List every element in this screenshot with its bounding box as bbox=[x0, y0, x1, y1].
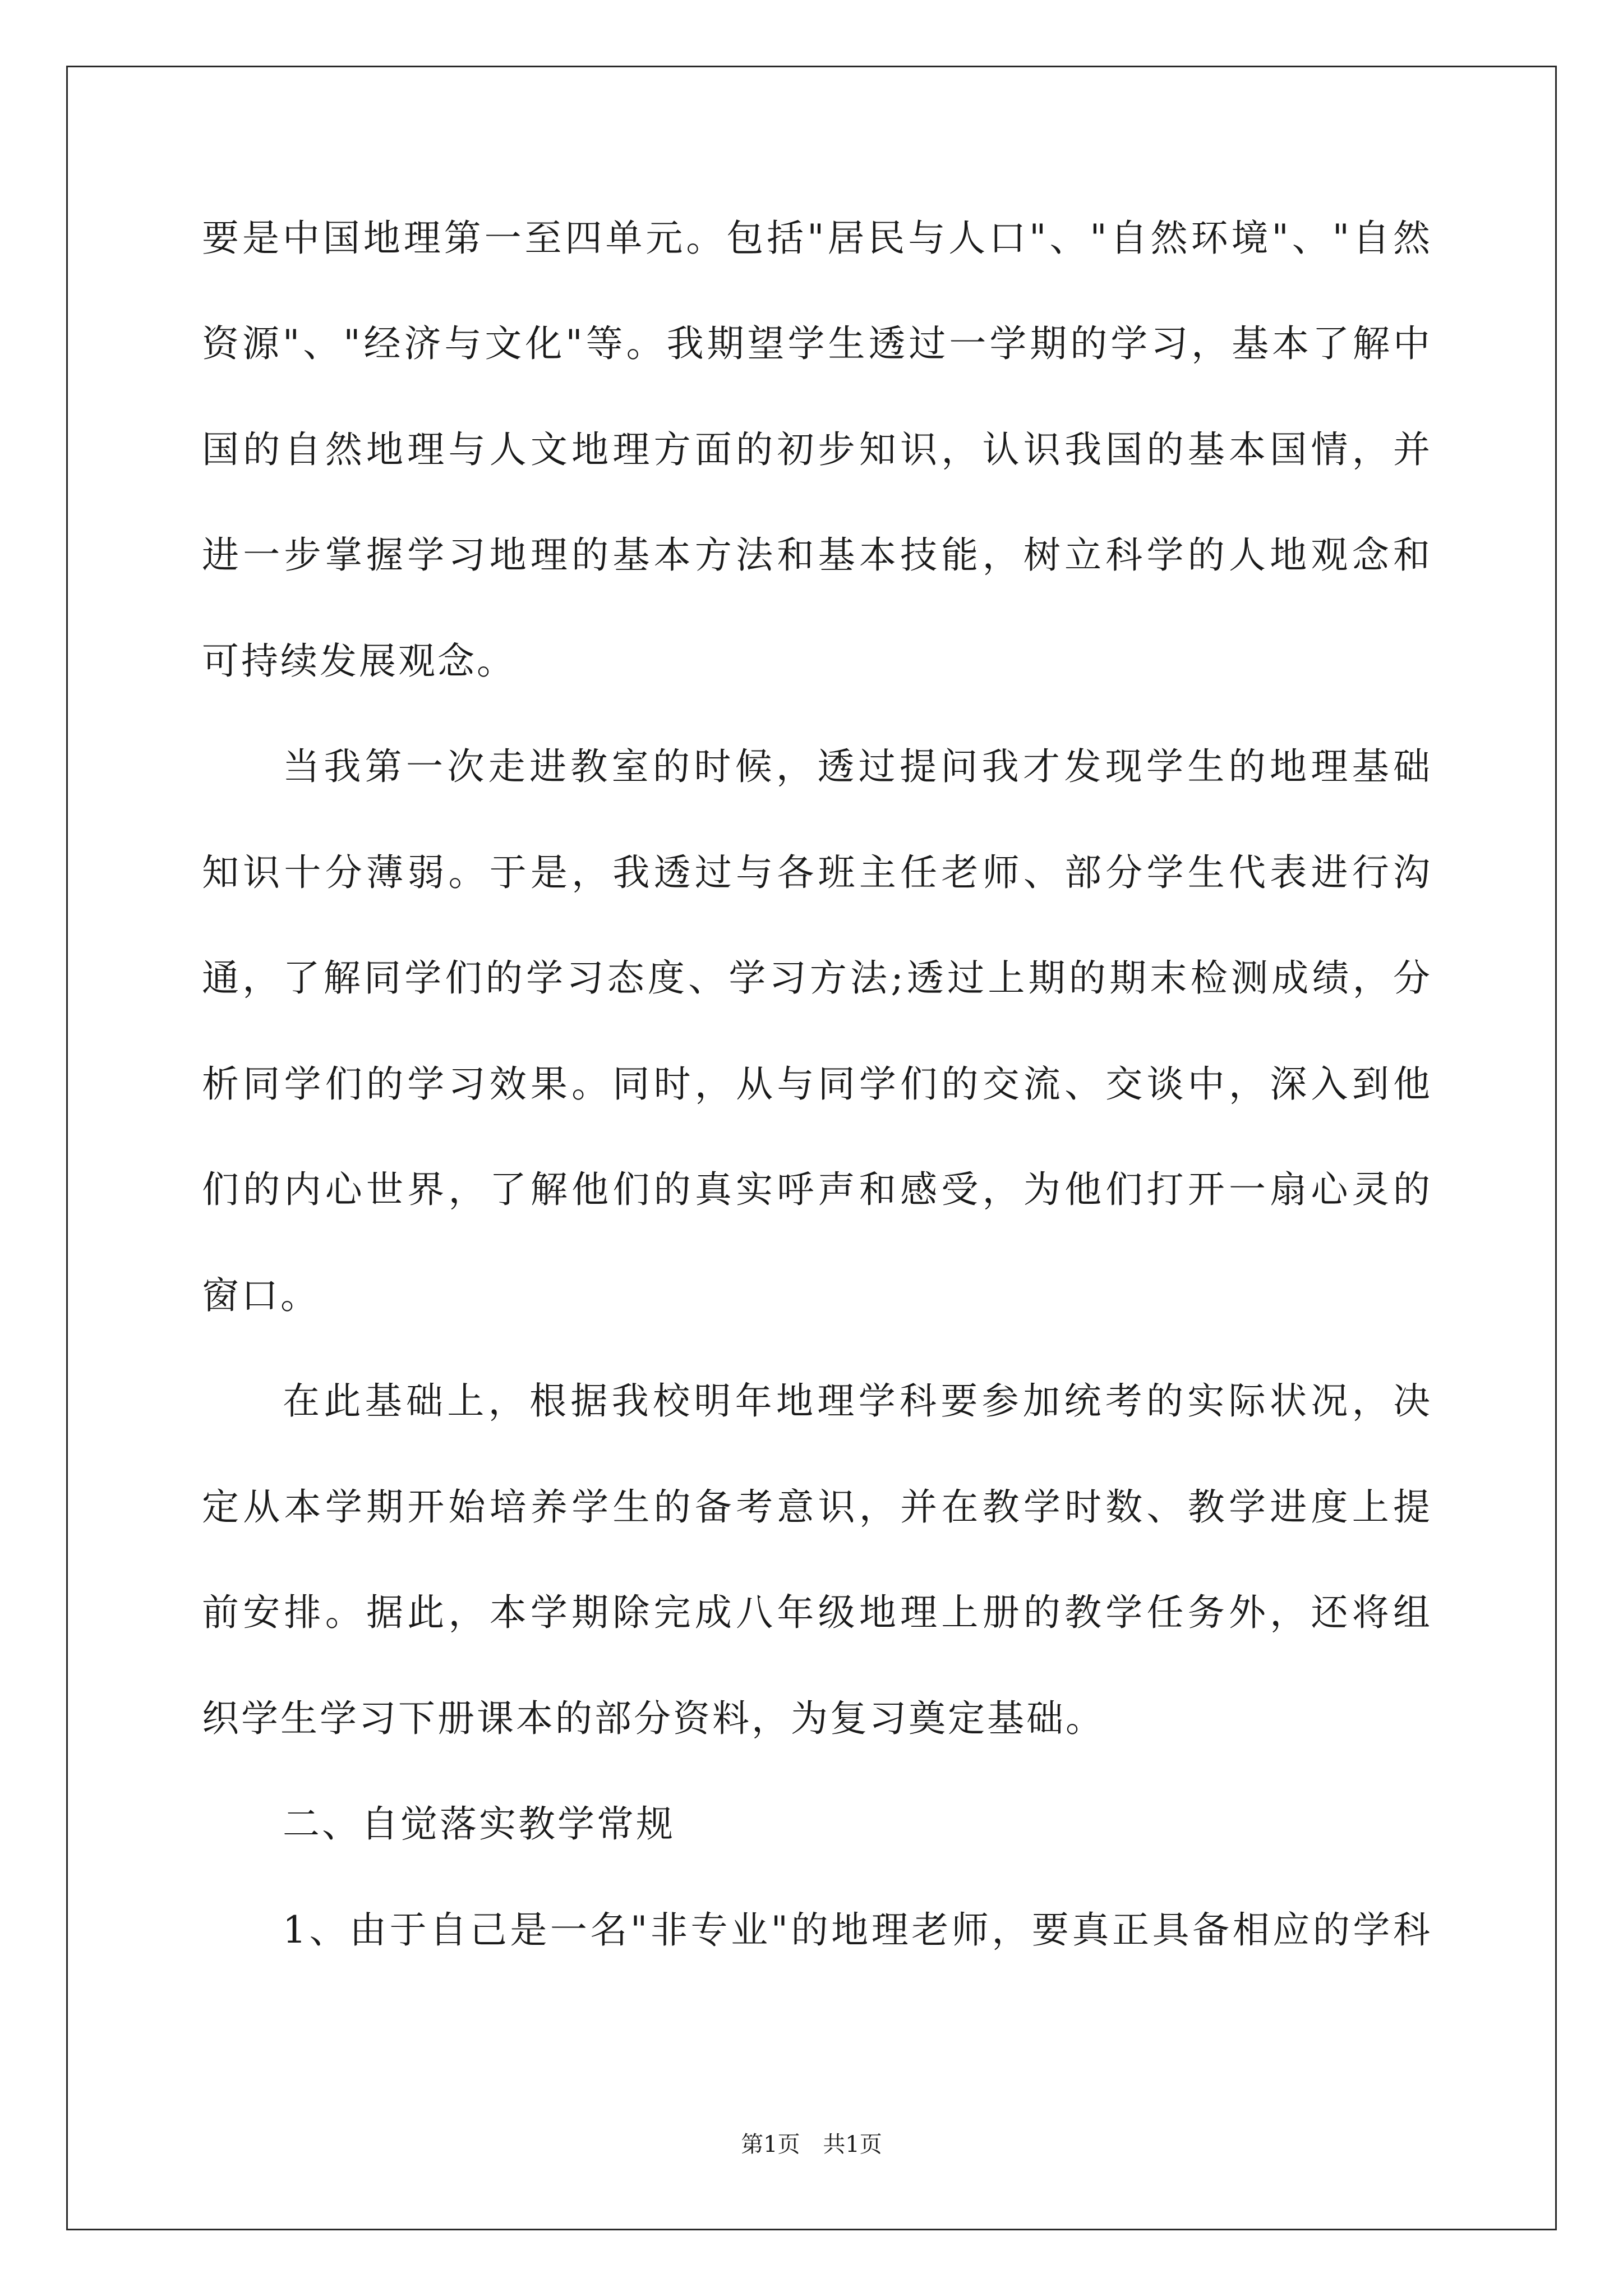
text-line: 前安排。据此，本学期除完成八年级地理上册的教学任务外，还将组 bbox=[202, 1591, 1430, 1634]
paragraph-first-line: 当我第一次走进教室的时候，透过提问我才发现学生的地理基础 bbox=[283, 745, 1430, 788]
text-line: 进一步掌握学习地理的基本方法和基本技能，树立科学的人地观念和 bbox=[202, 533, 1430, 577]
paragraph-first-line: 在此基础上，根据我校明年地理学科要参加统考的实际状况，决 bbox=[283, 1379, 1430, 1423]
text-line: 定从本学期开始培养学生的备考意识，并在教学时数、教学进度上提 bbox=[202, 1485, 1430, 1529]
paragraph-first-line: 1、由于自己是一名"非专业"的地理老师，要真正具备相应的学科 bbox=[283, 1908, 1430, 1952]
text-line: 国的自然地理与人文地理方面的初步知识，认识我国的基本国情，并 bbox=[202, 428, 1430, 471]
text-line: 们的内心世界，了解他们的真实呼声和感受，为他们打开一扇心灵的 bbox=[202, 1168, 1430, 1211]
page-total: 共1页 bbox=[823, 2132, 882, 2157]
text-line: 资源"、"经济与文化"等。我期望学生透过一学期的学习，基本了解中 bbox=[202, 322, 1430, 365]
text-line: 窗口。 bbox=[202, 1274, 320, 1317]
section-heading: 二、自觉落实教学常规 bbox=[283, 1802, 675, 1846]
text-line: 要是中国地理第一至四单元。包括"居民与人口"、"自然环境"、"自然 bbox=[202, 217, 1430, 260]
page-footer bbox=[0, 2131, 1623, 2159]
text-line: 通，了解同学们的学习态度、学习方法;透过上期的期末检测成绩，分 bbox=[202, 956, 1430, 1000]
page-number: 第1页 bbox=[741, 2132, 800, 2157]
text-line: 织学生学习下册课本的部分资料，为复习奠定基础。 bbox=[202, 1697, 1105, 1740]
text-line: 知识十分薄弱。于是，我透过与各班主任老师、部分学生代表进行沟 bbox=[202, 851, 1430, 894]
text-line: 可持续发展观念。 bbox=[202, 639, 516, 683]
text-line: 析同学们的学习效果。同时，从与同学们的交流、交谈中，深入到他 bbox=[202, 1062, 1430, 1106]
